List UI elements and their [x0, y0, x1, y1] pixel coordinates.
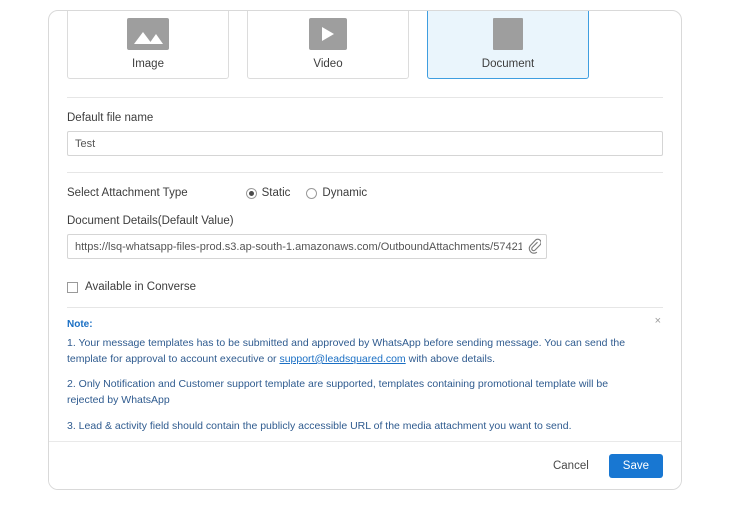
attachment-type-radio-group — [246, 187, 368, 199]
radio-dynamic[interactable] — [306, 187, 367, 199]
note-item-1-text-after: with above details. — [405, 352, 495, 365]
attachment-tile-document-label: Document — [481, 58, 535, 70]
available-in-converse-checkbox[interactable] — [67, 282, 78, 293]
available-in-converse-row[interactable] — [67, 281, 663, 293]
note-item-3: 3. Lead & activity field should contain the publicly accessible URL of the media attachment you want to send. — [67, 419, 572, 432]
video-icon — [306, 17, 350, 51]
tiles-divider — [67, 97, 663, 98]
attachment-tile-document[interactable] — [427, 10, 589, 79]
document-details-field — [67, 234, 547, 259]
document-details-input[interactable] — [67, 234, 547, 259]
note-item-1-text-before: 1. Your message templates has to be submitted and approved by WhatsApp before sending message. You can send the template for approval to account executive or — [67, 336, 626, 365]
radio-dynamic-label: Dynamic — [322, 187, 368, 199]
attachment-tile-image[interactable] — [67, 10, 229, 79]
document-details-label: Document Details(Default Value) — [67, 215, 234, 227]
dialog-body — [49, 11, 681, 489]
radio-static[interactable] — [246, 187, 291, 199]
default-file-name-label: Default file name — [67, 112, 154, 124]
attachment-type-tiles — [67, 10, 663, 79]
radio-static-dot — [246, 188, 257, 199]
note-title: Note: — [67, 319, 93, 330]
file-name-divider — [67, 172, 663, 173]
close-icon[interactable]: × — [654, 315, 661, 327]
paperclip-icon[interactable] — [527, 238, 541, 254]
dialog-footer — [49, 441, 681, 489]
radio-dynamic-dot — [306, 188, 317, 199]
attachment-tile-image-label: Image — [132, 58, 164, 70]
document-icon — [486, 17, 530, 51]
support-email-link[interactable]: support@leadsquared.com — [279, 352, 406, 365]
note-panel — [67, 307, 663, 444]
attachment-tile-video[interactable] — [247, 10, 409, 79]
default-file-name-input[interactable] — [67, 131, 663, 156]
available-in-converse-label: Available in Converse — [85, 281, 197, 293]
note-item-1 — [67, 335, 645, 368]
radio-static-label: Static — [261, 187, 291, 199]
attachment-type-label: Select Attachment Type — [67, 187, 188, 199]
attachment-type-row — [67, 187, 663, 199]
image-icon — [126, 17, 170, 51]
cancel-button[interactable]: Cancel — [547, 456, 595, 476]
attachment-tile-video-label: Video — [313, 58, 343, 70]
save-button[interactable]: Save — [609, 454, 663, 478]
attachment-dialog — [48, 10, 682, 490]
note-item-2: 2. Only Notification and Customer support template are supported, templates containing promotional template will be rejected by WhatsApp — [67, 378, 609, 407]
